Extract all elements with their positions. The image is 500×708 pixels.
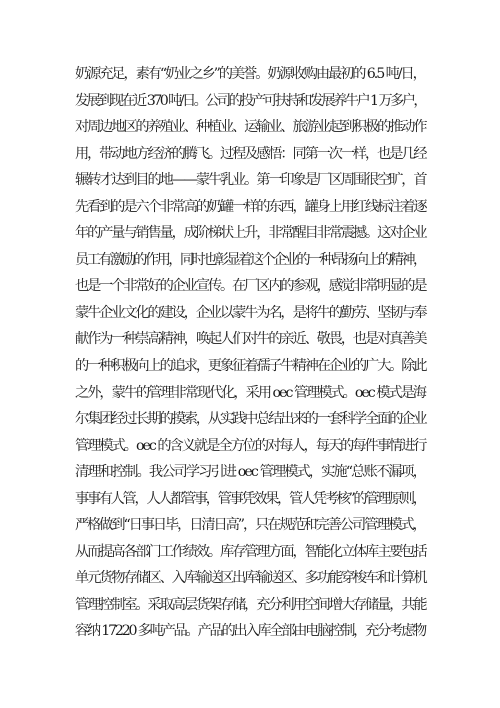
text-line: 事事有人管，人人都管事，管事凭效果，管人凭考核”的管理原则，	[75, 490, 425, 507]
text-line: 容纳 17220 多吨产品。产品的出入库全部由电脑控制，充分考虑物	[75, 623, 426, 640]
text-line: 单元货物存储区、入库输送区出库输送区、多功能穿梭车和计算机	[75, 570, 426, 587]
text-line: 蒙牛企业文化的建设，企业以蒙牛为名，是将牛的勤劳、坚韧与奉	[75, 304, 426, 321]
text-line: 管理模式。oec 的含义就是全方位的对每人，每天的每件事情进行	[75, 437, 426, 454]
text-line: 从而提高各部门工作绩效。库存管理方面，智能化立体库主要包括	[75, 543, 426, 560]
text-line: 严格做到“日事日毕，日清日高”，只在规范和完善公司管理模式，	[75, 517, 425, 534]
text-line: 之外，蒙牛的管理非常现代化，采用 oec 管理模式。oec 模式是海	[75, 384, 425, 401]
text-line: 员工有激励的作用，同时也彰显着这个企业的一种昂扬向上的精神，	[75, 251, 425, 268]
text-line: 对周边地区的养殖业、种植业、运输业、旅游业起到积极的推动作	[75, 119, 426, 136]
text-line: 先看到的是六个非常高的奶罐一样的东西，罐身上用红线标注着逐	[75, 198, 426, 215]
text-line: 尔集团经过长期的摸索，从实践中总结出来的一套科学全面的企业	[75, 411, 426, 428]
text-line: 的一种积极向上的追求，更象征着孺子牛精神在企业的广大。除此	[75, 358, 426, 375]
text-line: 也是一个非常好的企业宣传。在厂区内的参观，感觉非常明显的是	[75, 278, 426, 295]
text-line: 献作为一种崇高精神，唤起人们对牛的亲近、敬畏，也是对真善美	[75, 331, 426, 348]
text-line: 用，带动地方经济的腾飞。过程及感悟：同第一次一样，也是几经	[75, 145, 426, 162]
text-line: 年的产量与销售量，成阶梯状上升，非常醒目非常震撼。这对企业	[75, 225, 426, 242]
text-line: 奶源充足，素有“奶业之乡”的美誉。奶源收购由最初的 6.5 吨/日，	[75, 66, 425, 82]
text-line: 辗转才达到目的地——蒙牛乳业。第一印象是厂区周围很空旷，首	[75, 172, 426, 189]
text-line: 发展到现在近 370 吨/日。公司的投产可扶持和发展养牛户 1 万多户，	[75, 92, 425, 109]
body-text	[75, 61, 425, 645]
text-line: 清理和控制。我公司学习引进 oec 管理模式，实施“总账不漏项，	[75, 464, 426, 481]
text-line: 管理控制室。采取高层货架存储，充分利用空间增大存储量，共能	[75, 596, 426, 613]
